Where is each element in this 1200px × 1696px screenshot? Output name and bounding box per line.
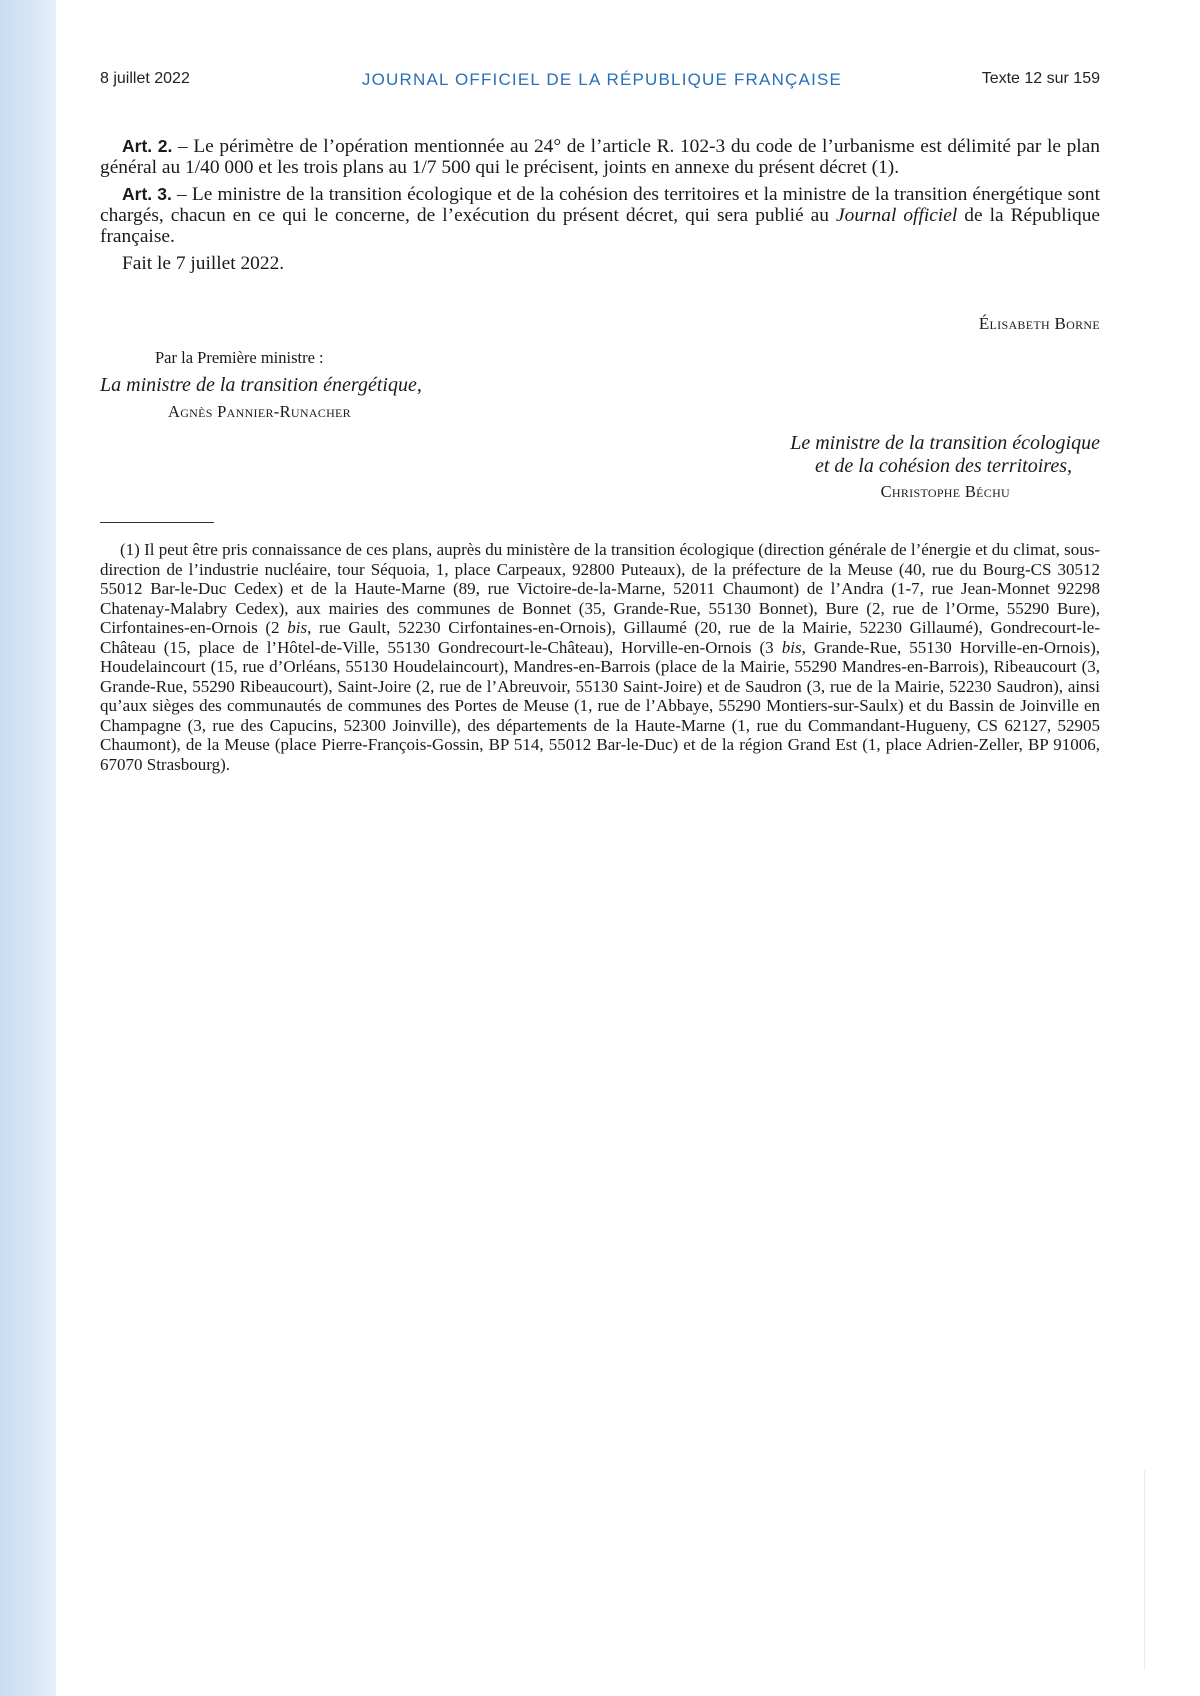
article-3 <box>100 184 1100 247</box>
ecology-minister-title-line2: et de la cohésion des territoires, <box>815 455 1072 477</box>
footnote-separator <box>100 522 214 523</box>
footnote-bis-1: bis <box>287 618 308 637</box>
prime-minister-signature: Élisabeth Borne <box>978 314 1100 333</box>
document-page <box>56 56 1144 1696</box>
ecology-minister-signature <box>680 432 1100 502</box>
publication-date: 8 juillet 2022 <box>100 70 190 87</box>
article-2 <box>100 136 1100 178</box>
page-header <box>100 70 1100 96</box>
footnote-text-part1: (1) Il peut être pris connaissance de ces plans, auprès du ministère de la transition écologique (direction générale de l’énergie et du climat, sous-direction de l’industrie nucléaire, tour Séquoia, 1, place Carpeaux, 92800 Puteaux), de la préfecture de la Meuse (40, rue du Bourg-CS 30512 55012 Bar-le-Duc Cedex) et de la Haute-Marne (89, rue Victoire-de-la-Marne, 52011 Chaumont) de l’Andra (1-7, rue Jean-Monnet 92298 Chatenay-Malabry Cedex), aux mairies des communes de Bonnet (35, Grande-Rue, 55130 Bonnet), Bure (2, rue de l’Orme, 55290 Bure), Cirfontaines-en-Ornois (2 <box>100 540 1100 637</box>
journal-title: JOURNAL OFFICIEL DE LA RÉPUBLIQUE FRANÇAISE <box>361 70 843 89</box>
ecology-minister-title-line1: Le ministre de la transition écologique <box>790 432 1100 454</box>
article-3-label: Art. 3. <box>122 184 172 204</box>
footnote-1 <box>100 540 1100 774</box>
left-margin-band <box>0 0 56 1696</box>
decree-body <box>100 136 1100 280</box>
article-2-text: – Le périmètre de l’opération mentionnée au 24° de l’article R. 102-3 du code de l’urbanisme est délimité par le plan général au 1/40 000 et les trois plans au 1/7 500 qui le précisent, joints en annexe du présent décret (1). <box>100 136 1100 178</box>
energy-minister-title: La ministre de la transition énergétique, <box>100 374 422 396</box>
done-date: Fait le 7 juillet 2022. <box>122 253 285 274</box>
article-3-text-end: de la République française. <box>100 205 1100 247</box>
energy-minister-name: Agnès Pannier-Runacher <box>168 402 351 421</box>
text-counter: Texte 12 sur 159 <box>981 70 1100 87</box>
by-prime-minister-label: Par la Première ministre : <box>155 348 324 367</box>
page-edge-decoration <box>1138 1470 1145 1670</box>
footnote-text-part2: , rue Gault, 52230 Cirfontaines-en-Ornois), Gillaumé (20, rue de la Mairie, 52230 Gillaumé), Gondrecourt-le-Château (15, place de l’Hôtel-de-Ville, 55130 Gondrecourt-le-Château), Horville-en-Ornois (3 <box>100 618 1100 657</box>
article-3-journal-italic: Journal officiel <box>836 205 958 226</box>
footnote-text-part3: , Grande-Rue, 55130 Horville-en-Ornois), Houdelaincourt (15, rue d’Orléans, 55130 Houdelaincourt), Mandres-en-Barrois (place de la Mairie, 55290 Mandres-en-Barrois), Ribeaucourt (3, Grande-Rue, 55290 Ribeaucourt), Saint-Joire (2, rue de l’Abreuvoir, 55130 Saint-Joire) et de Saudron (3, rue de la Mairie, 52230 Saudron), ainsi qu’aux sièges des communautés de communes des Portes de Meuse (1, rue de l’Abbaye, 55290 Montiers-sur-Saulx) et du Bassin de Joinville en Champagne (3, rue des Capucins, 52300 Joinville), des départements de la Haute-Marne (1, rue du Commandant-Hugueny, CS 62127, 52905 Chaumont), de la Meuse (place Pierre-François-Gossin, BP 514, 55012 Bar-le-Duc) et de la région Grand Est (1, place Adrien-Zeller, BP 91006, 67070 Strasbourg). <box>100 637 1100 774</box>
ecology-minister-name: Christophe Béchu <box>880 482 1010 501</box>
footnote-bis-2: bis <box>781 637 802 657</box>
article-3-text: – Le ministre de la transition écologique et de la cohésion des territoires et la ministre de la transition énergétique sont chargés, chacun en ce qui le concerne, de l’exécution du présent décret, qui sera publié au <box>100 184 1100 226</box>
article-2-label: Art. 2. <box>122 136 173 156</box>
